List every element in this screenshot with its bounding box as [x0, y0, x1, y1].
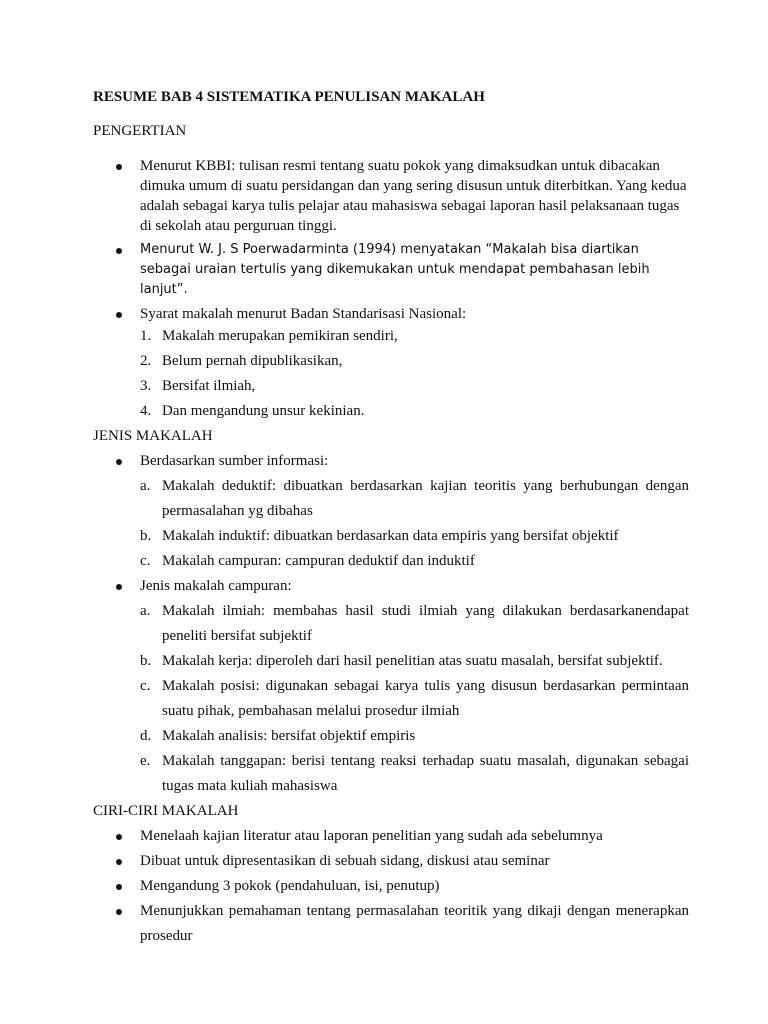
bullet-icon [116, 834, 122, 840]
list-item: 4. Dan mengandung unsur kekinian. [140, 403, 365, 419]
section-heading-jenis: JENIS MAKALAH [93, 428, 213, 444]
list-item: d. Makalah analisis: bersifat objektif empiris [140, 728, 416, 744]
list-item [93, 574, 689, 799]
list-item: 3. Bersifat ilmiah, [140, 378, 256, 394]
list-item: Dibuat untuk dipresentasikan di sebuah sidang, diskusi atau seminar [93, 849, 689, 874]
list-item: e. Makalah tanggapan: berisi tentang reaksi terhadap suatu masalah, digunakan sebagai tugas mata kuliah mahasiswa [140, 753, 689, 794]
list-item: b. Makalah kerja: diperoleh dari hasil penelitian atas suatu masalah, bersifat subjektif. [140, 653, 663, 669]
list-item: c. Makalah campuran: campuran deduktif dan induktif [140, 553, 475, 569]
list-item: b. Makalah induktif: dibuatkan berdasarkan data empiris yang bersifat objektif [140, 528, 619, 544]
jenis-group2-list [140, 599, 689, 799]
list-item [93, 304, 689, 424]
bullet-icon [116, 859, 122, 865]
list-item: 2. Belum pernah dipublikasikan, [140, 353, 343, 369]
bullet-icon [116, 248, 122, 254]
pengertian-syarat-label: Syarat makalah menurut Badan Standarisasi Nasional: [140, 306, 467, 322]
section-heading-ciri: CIRI-CIRI MAKALAH [93, 803, 239, 819]
bullet-icon [116, 459, 122, 465]
list-item [93, 449, 689, 574]
list-item: Menelaah kajian literatur atau laporan penelitian yang sudah ada sebelumnya [93, 824, 689, 849]
jenis-group1-label: Berdasarkan sumber informasi: [140, 453, 329, 469]
jenis-group1-list [140, 474, 689, 574]
bullet-icon [116, 884, 122, 890]
list-item [93, 156, 689, 236]
list-item: Menunjukkan pemahaman tentang permasalahan teoritik yang dikaji dengan menerapkan prosedur [93, 899, 689, 949]
pengertian-poerwadarminta-text: Menurut W. J. S Poerwadarminta (1994) menyatakan “Makalah bisa diartikan sebagai uraian tertulis yang dikemukakan untuk mendapat pembahasan lebih lanjut”. [140, 242, 650, 297]
syarat-list [140, 324, 689, 424]
bullet-icon [116, 164, 122, 170]
jenis-list [93, 449, 689, 799]
ciri-list [93, 824, 689, 949]
list-item: 1. Makalah merupakan pemikiran sendiri, [140, 328, 398, 344]
pengertian-kbbi-text: Menurut KBBI: tulisan resmi tentang suatu pokok yang dimaksudkan untuk dibacakan dimuka umum di suatu persidangan dan yang sering disusun untuk diterbitkan. Yang kedua adalah sebagai karya tulis pelajar atau mahasiswa sebagai laporan hasil pelaksanaan tugas di sekolah atau perguruan tinggi. [140, 158, 687, 234]
pengertian-list [93, 156, 689, 424]
section-heading-pengertian: PENGERTIAN [93, 123, 187, 139]
bullet-icon [116, 312, 122, 318]
list-item [93, 240, 689, 300]
document-body [93, 86, 689, 949]
list-item: a. Makalah deduktif: dibuatkan berdasarkan kajian teoritis yang berhubungan dengan permasalahan yg dibahas [140, 478, 689, 519]
list-item: a. Makalah ilmiah: membahas hasil studi ilmiah yang dilakukan berdasarkanendapat peneliti bersifat subjektif [140, 603, 689, 644]
bullet-icon [116, 584, 122, 590]
list-item: Mengandung 3 pokok (pendahuluan, isi, penutup) [93, 874, 689, 899]
list-item: c. Makalah posisi: digunakan sebagai karya tulis yang disusun berdasarkan permintaan suatu pihak, pembahasan melalui prosedur ilmiah [140, 678, 689, 719]
jenis-group2-label: Jenis makalah campuran: [140, 578, 292, 594]
bullet-icon [116, 909, 122, 915]
document-title: RESUME BAB 4 SISTEMATIKA PENULISAN MAKALAH [93, 89, 485, 105]
